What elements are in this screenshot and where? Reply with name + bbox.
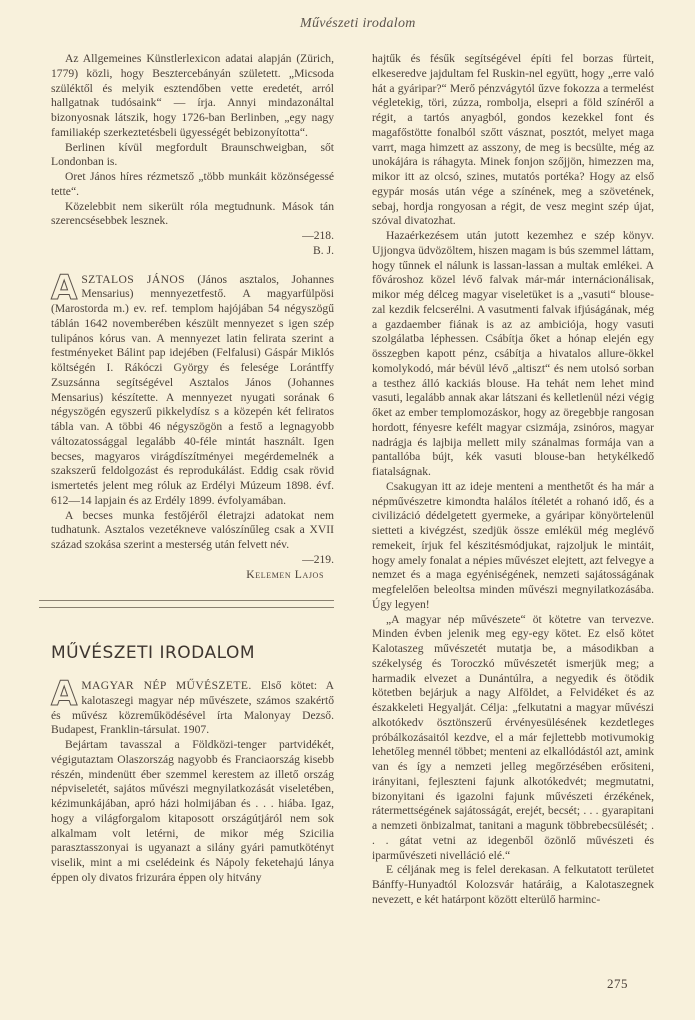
paragraph: Oret János híres rézmetsző „több munkáit közönségessé tette“. (51, 170, 334, 198)
running-head-title: Művészeti irodalom (300, 16, 416, 31)
paragraph: E céljának meg is felel derekasan. A felkutatott területet Bánffy-Hunyadtól Kolozsvár határáig, a Kalotaszegnek nevezett, e két határpont között elterülő harminc- (372, 863, 654, 906)
paragraph: Közelebbit nem sikerült róla megtudnunk. Mások tán szerencsésebbek lesznek. (51, 199, 334, 228)
divider-rule (39, 600, 334, 601)
paragraph: A becses munka festőjéről életrajzi adatokat nem tudhatunk. Asztalos vezetékneve valószínűleg csak a XVII század szokása szerint a mesterség után felvett név. (51, 508, 334, 551)
paragraph: Csakugyan itt az ideje menteni a menthetőt és ha már a népművészetre kimondta halálos ítéletét a rohanó idő, és a civilizáció dédelgetett gyermeke, a gyáripar könyörtelenül sietteti a kivégzést, szedjük össze emlékül még meglévő remekeit, írjuk fel készitésmódjukat, rajzoljuk le mintáit, hogy amely fonalat a népies művészet elejtett, azt felvegye a nemzet és a maga egyéniségének, nemzeti sajátosságának megfelelően beleoltsa minden művészi megnyilatkozásába. Úgy legyen! (372, 479, 654, 611)
entry-asztalos-janos (51, 267, 335, 509)
right-column (372, 52, 654, 908)
paragraph: Az Allgemeines Künstlerlexicon adatai alapján (Zürich, 1779) közli, hogy Besztercebányán született. „Micsoda szüléktől és melyik esztendőben vette eredetét, arról hallgatnak tudósaink“ — írja. Annyi mindazonáltal bizonyosnak látszik, hogy 1726-ban Berlinben, „egy nagy familiakép szerkeztetésbeli ügyességét bebizonyította“. (51, 52, 334, 139)
author-initials: B. J. (313, 243, 334, 257)
paragraph: Berlinen kívül megfordult Braunschweigban, sőt Londonban is. (51, 140, 334, 169)
book-title: MAGYAR NÉP MŰVÉSZETE. (81, 679, 252, 692)
page-number: 275 (607, 976, 628, 991)
author-signature: Kelemen Lajos (246, 567, 324, 581)
left-column (51, 52, 334, 886)
paragraph: Bejártam tavasszal a Földközi-tenger partvidékét, végigutaztam Olaszország nagyobb és Franciaország kisebb részén, mindenütt éber szemmel kerestem az illető ország népviseletét, sajátos művészi megnyilatkozását viseletében, kézimunkájában, apró házi holmijában és . . . hiába. Igaz, hogy a világforgalom kitaposott országútjáról nem sok alkalmam volt letérni, de mikor még Szicilia parasztasszonyai is ugyanazt a silány gyári pamutkötényt viselik, mint a mi cselédeink és Nápoly feketehajú lánya éppen oly divatos frizurára éppen oly hitvány (51, 738, 334, 884)
section-title: MŰVÉSZETI IRODALOM (51, 643, 256, 664)
drop-cap-initial: A (51, 267, 78, 308)
entry-body: (János asztalos, Johannes Mensarius) mennyezetfestő. A magyarfülpösi (Marostorda m.) ev. ref. templom hajójában 54 négyszögű táblán 1642 novemberében készült mennyezet s igen szép tulipános kórus van. A mennyezet latin felirata szerint a festményeket Bálint pap idejében (Felfalusi) Gáspár Miklós költségén I. Rákóczi György és felesége Lorántffy Zsuzsánna segítségével Asztalos János (Johannes Mensarius) készítette. A mennyezet nyugati sorának 6 négyszögén egyszerű pikkelydísz s a közepén két feliratos tábla van. A többi 46 négyszögön a festő a legnagyobb változatossággal legalább 40-féle mintát használt. Igen becses, magyaros virágdíszítményei megérdemelnék a szakszerű feldolgozást és reprodukálást. Eddig csak rövid ismertetés jelent meg róluk az Erdélyi Múzeum 1898. évf. 612—14 lapjain és az Erdély 1899. évfolyamában. (51, 272, 335, 507)
paragraph: „A magyar nép művészete“ öt kötetre van tervezve. Minden évben jelenik meg egy-egy kötet. Ez első kötet Kalotaszeg művészetét mutatja be, a másodikban a székelység és Toroczkó művészetét ismerjük meg; a harmadik elvezet a Dunántúlra, a negyedik és ötödik kötetben bejárjuk a nagy Alföldet, a Felvidéket és az északkeleti Hegyalját. Célja: „felkutatni a magyar művészi alkotókedv ösztönszerű érvényesülésének kezdetleges próbálkozásaitól kezdve, el a már fejlettebb motivumokig lehetőleg mennél többet; menteni az elkallódástól azt, amink van és így a nemzeti jelleg megőrzésében erősiteni, irányitani, fejleszteni fajunk alkotókedvét; megmutatni, bizonyitani és igazolni fajunk művészeti érzékének, rátermettségének sajátosságát, erejét, becsét; . . . gyarapitani a nemzeti önbizalmat, tanitani a magunk többrebecsülését; . . . gátat vetni az idegenből özönlő művészeti és iparművészeti nivelláció elé.“ (372, 612, 654, 862)
citation-details: Első kötet: A kalotaszegi magyar nép művészete, számos szakértő és művész közreműködésével írta Malonyay Dezső. Budapest, Franklin-társulat. 1907. (51, 679, 334, 737)
divider-rule (39, 607, 334, 608)
review-citation (51, 674, 334, 738)
drop-cap-initial: A (51, 674, 78, 714)
paragraph: Hazaérkezésem után jutott kezemhez e szép könyv. Ujjongva üdvözöltem, hiszen magam is bús szemmel láttam, hogy tűnnek el nálunk is lassan-lassan a multak emlékei. A fővároshoz közel lévő falvak már-már internácionálisak, mikor még délceg magyar viseletüket is a „vasuti“ blouse-zal kezdik felcserélni. A vasutmenti falvak ifjúságának, még a gazdaember fiának is az az ambiciója, hogy vasuti szolgálatba léphessen. Csábítja őket a hónap elején egy összegben kapott pénz, csábítja a hivatalos allure-ökkel komolykodó, már bévül lévő „altiszt“ és nem utolsó sorban a testhez álló kackiás blouse. Ha tehát nem lehet mind vasuti, legalább annak akar látszani és kelletlenül nézi végig őket az ember templomozáskor, hogy az öregebbje rangosan hordott, fényesre kefélt magyar csizmája, zsinóros, magyar nadrágja és lajbija mellett mily szánalmas formája van a pantallóba bújt, kék vasuti blouse-ban hetykélkedő fiatalságnak. (372, 229, 654, 478)
reference-number: —218. (302, 229, 334, 242)
paragraph: hajtűk és fésűk segítségével építi fel borzas fürteit, elkeseredve jajdultam fel Ruskin-nel együtt, hogy „erre való hát a gyáripar?“ Merő pénzvágytól űzve fokozza a termelést végletekig, töri, zúzza, rombolja, elsepri a föld színéről a régit, a tartós anyagból, gondos kezekkel font és magafőstötte fonalból szőtt vásznat, posztót, melyet maga varrt, maga himzett az asszony, de meg is becsülte, még az unokájára is ráhagyta. Minek fonjon szőjjön, himezzen ma, mikor itt az olcsó, szines, mutatós portéka? Hogy az első egypár mosás után vége a színének, meg a szövetének, sebaj, hordja rongyosan a régit, de vesz megint szép újat, szóval divatozhat. (372, 52, 654, 228)
reference-number: —219. (302, 552, 334, 566)
section-divider (39, 600, 334, 608)
entry-headword: SZTALOS JÁNOS (81, 272, 185, 286)
